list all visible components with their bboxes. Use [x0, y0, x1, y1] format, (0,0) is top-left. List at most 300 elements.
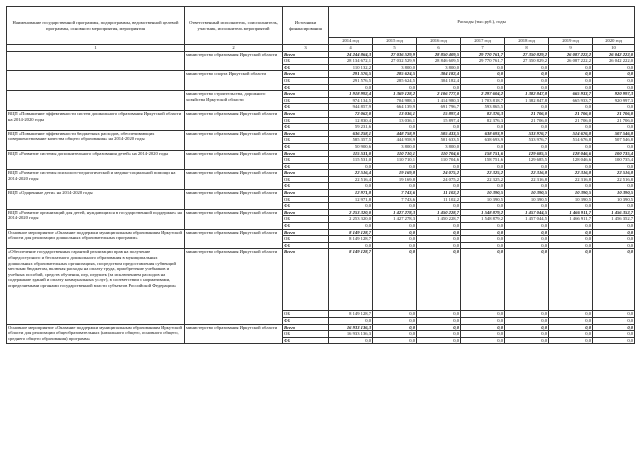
amount-cell: 22 516,8 [593, 170, 635, 177]
amount-cell: 1 918 992,4 [329, 91, 373, 98]
amount-cell: 0,0 [549, 183, 593, 190]
amount-cell: 0,0 [329, 84, 373, 91]
header-year: 2019 год [549, 38, 593, 45]
amount-cell: 21 706,0 [505, 117, 549, 124]
amount-cell: 0,0 [417, 124, 461, 131]
amount-cell: 0,0 [417, 337, 461, 344]
table-row [7, 209, 635, 216]
funding-source: Всего [283, 229, 329, 236]
funding-source: ОБ [283, 216, 329, 223]
executor-name: министерство строительства, дорожного хозяйства Иркутской области [185, 91, 283, 111]
amount-cell: 3 800,0 [417, 64, 461, 71]
amount-cell: 0,0 [461, 229, 505, 236]
budget-table [6, 6, 635, 344]
table-row [7, 249, 635, 311]
amount-cell: 0,0 [461, 249, 505, 311]
amount-cell: 507 546,8 [593, 130, 635, 137]
amount-cell: 59 231,6 [329, 124, 373, 131]
amount-cell: 0,0 [593, 311, 635, 318]
funding-source: ОБ [283, 97, 329, 104]
amount-cell: 21 706,0 [593, 110, 635, 117]
amount-cell: 0,0 [417, 183, 461, 190]
amount-cell: 24 244 864,3 [329, 51, 373, 58]
amount-cell: 0,0 [505, 143, 549, 150]
funding-source: Всего [283, 130, 329, 137]
amount-cell: 0,0 [417, 318, 461, 325]
amount-cell: 0,0 [461, 143, 505, 150]
amount-cell: 0,0 [505, 77, 549, 84]
amount-cell: 22 325,2 [461, 176, 505, 183]
amount-cell: 22 516,8 [593, 176, 635, 183]
amount-cell: 0,0 [373, 242, 417, 249]
amount-cell: 2 106 777,0 [417, 91, 461, 98]
amount-cell: 0,0 [505, 242, 549, 249]
amount-cell: 0,0 [505, 331, 549, 338]
header-year: 2015 год [373, 38, 417, 45]
executor-name: министерство образования Иркутской области [185, 229, 283, 249]
amount-cell: 514 676,8 [549, 130, 593, 137]
amount-cell: 0,0 [593, 324, 635, 331]
amount-cell: 0,0 [461, 64, 505, 71]
amount-cell: 7 743,6 [373, 196, 417, 203]
funding-source: ОБ [283, 311, 329, 318]
executor-name: министерство образования Иркутской области [185, 249, 283, 324]
amount-cell: 0,0 [505, 71, 549, 78]
amount-cell: 0,0 [505, 223, 549, 230]
program-name: ВЦП «Одаренные дети» на 2014-2020 годы [7, 190, 185, 210]
amount-cell: 19 169,8 [373, 170, 417, 177]
amount-cell: 82 376,3 [461, 110, 505, 117]
amount-cell: 0,0 [549, 143, 593, 150]
amount-cell: 8 149 128,7 [329, 229, 373, 236]
amount-cell: 1 414 980,3 [417, 97, 461, 104]
amount-cell: 10 390,5 [593, 190, 635, 197]
amount-cell: 3 800,0 [373, 64, 417, 71]
amount-cell: 129 685,5 [505, 150, 549, 157]
amount-cell: 0,0 [505, 84, 549, 91]
funding-source: Всего [283, 91, 329, 98]
amount-cell: 0,0 [593, 183, 635, 190]
funding-source: Всего [283, 170, 329, 177]
amount-cell: 1 456 352,7 [593, 209, 635, 216]
amount-cell: 0,0 [549, 203, 593, 210]
column-index: 1 [7, 45, 185, 52]
header-year: 2016 год [417, 38, 461, 45]
funding-source: ФБ [283, 183, 329, 190]
amount-cell: 0,0 [417, 229, 461, 236]
amount-cell: 0,0 [549, 124, 593, 131]
amount-cell: 0,0 [505, 337, 549, 344]
table-row [7, 190, 635, 197]
funding-source: ФБ [283, 143, 329, 150]
amount-cell: 8 149 128,7 [329, 249, 373, 311]
column-index: 3 [283, 45, 329, 52]
amount-cell: 664 139,9 [373, 104, 417, 111]
budget-table-sheet [6, 6, 634, 344]
funding-source: ОБ [283, 157, 329, 164]
amount-cell: 21 706,0 [549, 117, 593, 124]
amount-cell: 1 369 128,2 [373, 91, 417, 98]
amount-cell: 8 149 128,7 [329, 236, 373, 243]
program-name: «Обеспечение государственных гарантий реализации прав на получение общедоступного и бесплатного дошкольного образования в муниципальных дошкольных образовательных организациях, посредством предоставления субвенций местным бюджетам, включая расходы на оплату труда, приобретение учебников и учебных пособий, средств обучения, игр, игрушек (за исключением расходов на содержание зданий и оплату коммунальных услуг), в соответствии с нормативами, определяемыми органами государственной власти субъектов Российской Федерации» [7, 249, 185, 324]
program-name [7, 51, 185, 71]
amount-cell: 448 758,9 [373, 130, 417, 137]
amount-cell: 0,0 [417, 242, 461, 249]
amount-cell: 0,0 [373, 163, 417, 170]
table-row [7, 170, 635, 177]
amount-cell: 110 704,6 [417, 157, 461, 164]
amount-cell: 638 693,9 [461, 130, 505, 137]
amount-cell: 1 427 278,3 [373, 209, 417, 216]
program-name [7, 71, 185, 91]
amount-cell: 0,0 [593, 64, 635, 71]
amount-cell: 0,0 [593, 143, 635, 150]
amount-cell: 0,0 [505, 318, 549, 325]
amount-cell: 665 933,7 [549, 91, 593, 98]
amount-cell: 0,0 [593, 104, 635, 111]
amount-cell: 291 576,5 [329, 71, 373, 78]
column-index: 5 [373, 45, 417, 52]
amount-cell: 1 450 228,7 [417, 216, 461, 223]
amount-cell: 0,0 [549, 236, 593, 243]
amount-cell: 22 316,8 [549, 170, 593, 177]
amount-cell: 0,0 [373, 318, 417, 325]
amount-cell: 593 865,5 [461, 104, 505, 111]
amount-cell: 15 897,4 [417, 117, 461, 124]
amount-cell: 0,0 [461, 124, 505, 131]
program-name [7, 91, 185, 111]
amount-cell: 0,0 [549, 337, 593, 344]
amount-cell: 0,0 [461, 324, 505, 331]
amount-cell: 0,0 [461, 311, 505, 318]
amount-cell: 1 382 847,8 [505, 91, 549, 98]
funding-source: ОБ [283, 117, 329, 124]
amount-cell: 0,0 [593, 236, 635, 243]
amount-cell: 0,0 [505, 236, 549, 243]
executor-name: министерство образования Иркутской области [185, 110, 283, 130]
table-row [7, 324, 635, 331]
amount-cell: 0,0 [549, 249, 593, 311]
amount-cell: 0,0 [373, 249, 417, 311]
amount-cell: 0,0 [417, 84, 461, 91]
funding-source: ФБ [283, 84, 329, 91]
amount-cell: 110 132,2 [329, 64, 373, 71]
amount-cell: 444 958,9 [373, 137, 417, 144]
amount-cell: 0,0 [461, 236, 505, 243]
amount-cell: 115 531,0 [329, 157, 373, 164]
amount-cell: 0,0 [329, 318, 373, 325]
amount-cell: 110 710,1 [373, 150, 417, 157]
amount-cell: 22 516,4 [329, 176, 373, 183]
amount-cell: 1 548 879,2 [461, 216, 505, 223]
amount-cell: 13 036,1 [373, 110, 417, 117]
amount-cell: 22 325,2 [461, 170, 505, 177]
amount-cell: 7 743,6 [373, 190, 417, 197]
program-name: Основное мероприятие «Оказание поддержки муниципальным образованиям Иркутской области для реализации дошкольных образовательных программ» [7, 229, 185, 249]
amount-cell: 0,0 [549, 104, 593, 111]
amount-cell: 0,0 [549, 84, 593, 91]
table-row [7, 229, 635, 236]
amount-cell: 0,0 [373, 124, 417, 131]
executor-name: министерство образования Иркутской области [185, 130, 283, 150]
amount-cell: 0,0 [593, 163, 635, 170]
amount-cell: 22 516,4 [329, 170, 373, 177]
amount-cell: 12 830,4 [329, 117, 373, 124]
header-year: 2014 год [329, 38, 373, 45]
amount-cell: 0,0 [329, 242, 373, 249]
funding-source: ФБ [283, 163, 329, 170]
amount-cell: 0,0 [593, 242, 635, 249]
amount-cell: 11 102,2 [417, 196, 461, 203]
table-row [7, 130, 635, 137]
amount-cell: 0,0 [549, 331, 593, 338]
executor-name: министерство образования Иркутской области [185, 190, 283, 210]
amount-cell: 1 450 228,7 [417, 209, 461, 216]
amount-cell: 0,0 [461, 331, 505, 338]
amount-cell: 100 735,4 [593, 150, 635, 157]
amount-cell: 974 134,5 [329, 97, 373, 104]
table-row [7, 51, 635, 58]
amount-cell: 115 531,0 [329, 150, 373, 157]
executor-name: министерство образования Иркутской области [185, 150, 283, 170]
amount-cell: 533 976,7 [505, 137, 549, 144]
amount-cell: 1 457 044,5 [505, 216, 549, 223]
program-name: ВЦП «Развитие организаций для детей, нуждающихся в государственной поддержке» на 2014-2020 годы [7, 209, 185, 229]
amount-cell: 26 087 222,2 [549, 51, 593, 58]
amount-cell: 0,0 [329, 163, 373, 170]
amount-cell: 0,0 [549, 223, 593, 230]
amount-cell: 21 706,0 [549, 110, 593, 117]
amount-cell: 2 253 320,0 [329, 216, 373, 223]
program-name: ВЦП «Повышение эффективности бюджетных расходов, обеспечивающих совершенствование качества общего образования» на 2014-2020 годы [7, 130, 185, 150]
column-index: 6 [417, 45, 461, 52]
amount-cell: 28 846 609,5 [417, 58, 461, 65]
amount-cell: 0,0 [373, 84, 417, 91]
funding-source: ОБ [283, 137, 329, 144]
funding-source: Всего [283, 209, 329, 216]
amount-cell: 501 633,5 [417, 137, 461, 144]
funding-source: ОБ [283, 331, 329, 338]
amount-cell: 0,0 [593, 124, 635, 131]
amount-cell: 28 134 672,1 [329, 58, 373, 65]
amount-cell: 158 751,6 [461, 150, 505, 157]
amount-cell: 22 316,8 [505, 170, 549, 177]
amount-cell: 1 457 044,5 [505, 209, 549, 216]
amount-cell: 0,0 [593, 71, 635, 78]
amount-cell: 0,0 [549, 64, 593, 71]
amount-cell: 0,0 [549, 163, 593, 170]
amount-cell: 10 390,5 [461, 196, 505, 203]
amount-cell: 0,0 [461, 242, 505, 249]
amount-cell: 636 258,1 [329, 130, 373, 137]
amount-cell: 0,0 [505, 104, 549, 111]
amount-cell: 0,0 [373, 337, 417, 344]
amount-cell: 27 350 829,2 [505, 58, 549, 65]
header-year: 2018 год [505, 38, 549, 45]
amount-cell: 0,0 [593, 203, 635, 210]
funding-source: ФБ [283, 337, 329, 344]
column-index: 2 [185, 45, 283, 52]
amount-cell: 0,0 [505, 203, 549, 210]
header-year: 2017 год [461, 38, 505, 45]
program-name: ВЦП «Развитие системы психолого-педагогической и медико-социальной помощи на 2014-2020 годы [7, 170, 185, 190]
amount-cell: 24 075,2 [417, 176, 461, 183]
amount-cell: 27 036 529,9 [373, 51, 417, 58]
amount-cell: 0,0 [505, 229, 549, 236]
amount-cell: 0,0 [461, 77, 505, 84]
amount-cell: 27 350 829,2 [505, 51, 549, 58]
amount-cell: 12 971,8 [329, 190, 373, 197]
amount-cell: 21 706,0 [505, 110, 549, 117]
amount-cell: 16 933 136,3 [329, 331, 373, 338]
amount-cell: 2 297 604,2 [461, 91, 505, 98]
amount-cell: 0,0 [417, 311, 461, 318]
amount-cell: 0,0 [593, 229, 635, 236]
amount-cell: 2 253 320,0 [329, 209, 373, 216]
amount-cell: 0,0 [329, 223, 373, 230]
amount-cell: 128 046,6 [549, 157, 593, 164]
executor-name: министерство спорта Иркутской области [185, 71, 283, 91]
amount-cell: 10 390,5 [549, 196, 593, 203]
table-row [7, 91, 635, 98]
amount-cell: 0,0 [373, 223, 417, 230]
amount-cell: 0,0 [593, 223, 635, 230]
amount-cell: 1 548 879,2 [461, 209, 505, 216]
amount-cell: 920 997,3 [593, 97, 635, 104]
amount-cell: 0,0 [373, 236, 417, 243]
amount-cell: 0,0 [549, 318, 593, 325]
funding-source: ОБ [283, 77, 329, 84]
amount-cell: 0,0 [329, 337, 373, 344]
amount-cell: 0,0 [549, 71, 593, 78]
funding-source: ФБ [283, 223, 329, 230]
amount-cell: 72 062,0 [329, 110, 373, 117]
amount-cell: 0,0 [417, 223, 461, 230]
amount-cell: 0,0 [505, 311, 549, 318]
amount-cell: 24 075,2 [417, 170, 461, 177]
amount-cell: 944 857,9 [329, 104, 373, 111]
amount-cell: 0,0 [461, 71, 505, 78]
funding-source: Всего [283, 51, 329, 58]
amount-cell: 1 466 911,7 [549, 216, 593, 223]
funding-source: Всего [283, 190, 329, 197]
amount-cell: 304 182,4 [417, 71, 461, 78]
amount-cell: 1 466 911,7 [549, 209, 593, 216]
amount-cell: 10 390,5 [593, 196, 635, 203]
amount-cell: 3 800,0 [417, 143, 461, 150]
amount-cell: 0,0 [461, 183, 505, 190]
amount-cell: 15 897,4 [417, 110, 461, 117]
funding-source: ОБ [283, 58, 329, 65]
amount-cell: 638 693,9 [461, 137, 505, 144]
amount-cell: 0,0 [505, 249, 549, 311]
amount-cell: 0,0 [505, 64, 549, 71]
header-expenses: Расходы (тыс.руб.), годы [329, 7, 635, 38]
amount-cell: 585 357,5 [329, 137, 373, 144]
amount-cell: 0,0 [549, 77, 593, 84]
amount-cell: 27 032 529,9 [373, 58, 417, 65]
amount-cell: 0,0 [373, 331, 417, 338]
amount-cell: 82 376,3 [461, 117, 505, 124]
amount-cell: 0,0 [593, 77, 635, 84]
amount-cell: 285 624,5 [373, 77, 417, 84]
column-index: 4 [329, 45, 373, 52]
amount-cell: 0,0 [505, 324, 549, 331]
amount-cell: 0,0 [461, 337, 505, 344]
amount-cell: 0,0 [505, 183, 549, 190]
amount-cell: 13 036,1 [373, 117, 417, 124]
amount-cell: 1 427 278,3 [373, 216, 417, 223]
executor-name: министерство образования Иркутской области [185, 209, 283, 229]
amount-cell: 704 988,3 [373, 97, 417, 104]
amount-cell: 0,0 [505, 163, 549, 170]
amount-cell: 110 710,1 [373, 157, 417, 164]
amount-cell: 10 390,5 [549, 190, 593, 197]
amount-cell: 0,0 [417, 249, 461, 311]
amount-cell: 0,0 [329, 183, 373, 190]
amount-cell: 0,0 [461, 163, 505, 170]
amount-cell: 514 676,8 [549, 137, 593, 144]
amount-cell: 0,0 [417, 324, 461, 331]
amount-cell: 665 933,7 [549, 97, 593, 104]
amount-cell: 0,0 [417, 203, 461, 210]
amount-cell: 533 976,7 [505, 130, 549, 137]
funding-source: ФБ [283, 124, 329, 131]
funding-source: Всего [283, 110, 329, 117]
amount-cell: 28 850 409,5 [417, 51, 461, 58]
amount-cell: 507 546,8 [593, 137, 635, 144]
amount-cell: 10 390,5 [505, 196, 549, 203]
amount-cell: 0,0 [593, 84, 635, 91]
amount-cell: 0,0 [593, 249, 635, 311]
amount-cell: 22 316,8 [549, 176, 593, 183]
funding-source: Всего [283, 150, 329, 157]
header-year: 2020 год [593, 38, 635, 45]
amount-cell: 22 316,8 [505, 176, 549, 183]
amount-cell: 0,0 [593, 337, 635, 344]
amount-cell: 21 706,0 [593, 117, 635, 124]
amount-cell: 291 576,5 [329, 77, 373, 84]
program-name: ВЦП «Развитие системы дополнительного образования детей» на 2014-2020 годы [7, 150, 185, 170]
amount-cell: 0,0 [373, 311, 417, 318]
funding-source: Всего [283, 324, 329, 331]
header-program: Наименование государственной программы, подпрограммы, ведомственной целевой программы, основного мероприятия, мероприятия [7, 7, 185, 45]
amount-cell: 11 102,2 [417, 190, 461, 197]
funding-source: Всего [283, 249, 329, 311]
amount-cell: 3 800,0 [373, 143, 417, 150]
amount-cell: 304 182,4 [417, 77, 461, 84]
column-index: 10 [593, 45, 635, 52]
amount-cell: 26 042 222,0 [593, 58, 635, 65]
amount-cell: 1 382 847,8 [505, 97, 549, 104]
amount-cell: 26 087 222,2 [549, 58, 593, 65]
amount-cell: 19 169,8 [373, 176, 417, 183]
amount-cell: 158 751,6 [461, 157, 505, 164]
amount-cell: 0,0 [549, 311, 593, 318]
amount-cell: 0,0 [373, 203, 417, 210]
amount-cell: 10 390,5 [461, 190, 505, 197]
amount-cell: 691 796,7 [417, 104, 461, 111]
funding-source: ФБ [283, 242, 329, 249]
funding-source: ФБ [283, 104, 329, 111]
amount-cell: 12 971,8 [329, 196, 373, 203]
table-row [7, 150, 635, 157]
amount-cell: 29 770 761,7 [461, 51, 505, 58]
amount-cell: 16 933 136,3 [329, 324, 373, 331]
amount-cell: 0,0 [461, 318, 505, 325]
table-row [7, 71, 635, 78]
amount-cell: 0,0 [549, 229, 593, 236]
